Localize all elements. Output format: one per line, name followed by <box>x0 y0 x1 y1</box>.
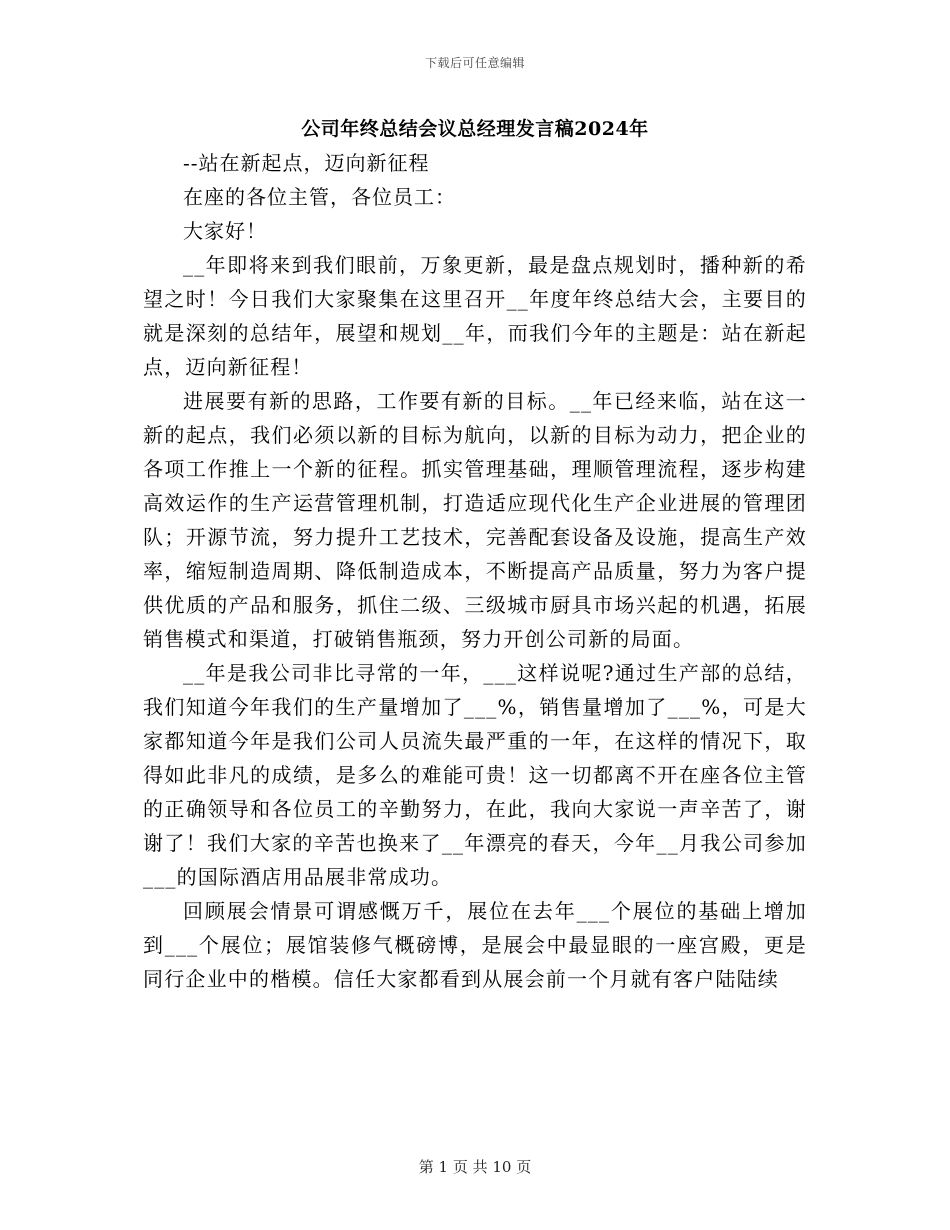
page-indicator: 第 1 页 共 10 页 <box>418 1158 532 1176</box>
paragraph-3: __年是我公司非比寻常的一年，___这样说呢?通过生产部的总结，我们知道今年我们的生产量增加了___%，销售量增加了___%，可是大家都知道今年是我们公司人员流失最严重的一年，在这样的情况下，取得如此非凡的成绩，是多么的难能可贵！这一切都离不开在座各位主管的正确领导和各位员工的辛勤努力，在此，我向大家说一声辛苦了，谢谢了！我们大家的辛苦也换来了__年漂亮的春天，今年__月我公司参加___的国际酒店用品展非常成功。 <box>143 661 807 889</box>
document-title: 公司年终总结会议总经理发言稿2024年 <box>301 118 649 140</box>
hello-line: 大家好！ <box>183 219 267 243</box>
greeting-line: 在座的各位主管，各位员工： <box>183 185 456 209</box>
document-subtitle: --站在新起点，迈向新征程 <box>183 151 430 175</box>
paragraph-2: 进展要有新的思路，工作要有新的目标。__年已经来临，站在这一新的起点，我们必须以新的目标为航向，以新的目标为动力，把企业的各项工作推上一个新的征程。抓实管理基础，理顺管理流程，逐步构建高效运作的生产运营管理机制，打造适应现代化生产企业进展的管理团队；开源节流，努力提升工艺技术，完善配套设备及设施，提高生产效率，缩短制造周期、降低制造成本，不断提高产品质量，努力为客户提供优质的产品和服务，抓住二级、三级城市厨具市场兴起的机遇，拓展销售模式和渠道，打破销售瓶颈，努力开创公司新的局面。 <box>143 389 807 651</box>
paragraph-1: __年即将来到我们眼前，万象更新，最是盘点规划时，播种新的希望之时！今日我们大家聚集在这里召开__年度年终总结大会，主要目的就是深刻的总结年，展望和规划__年，而我们今年的主题是：站在新起点，迈向新征程！ <box>143 253 807 379</box>
document-body <box>143 146 807 996</box>
header-note: 下载后可任意编辑 <box>424 56 525 70</box>
paragraph-4: 回顾展会情景可谓感慨万千，展位在去年___个展位的基础上增加到___个展位；展馆装修气概磅博，是展会中最显眼的一座宫殿，更是同行企业中的楷模。信任大家都看到从展会前一个月就有客户陆陆续 <box>143 899 807 991</box>
